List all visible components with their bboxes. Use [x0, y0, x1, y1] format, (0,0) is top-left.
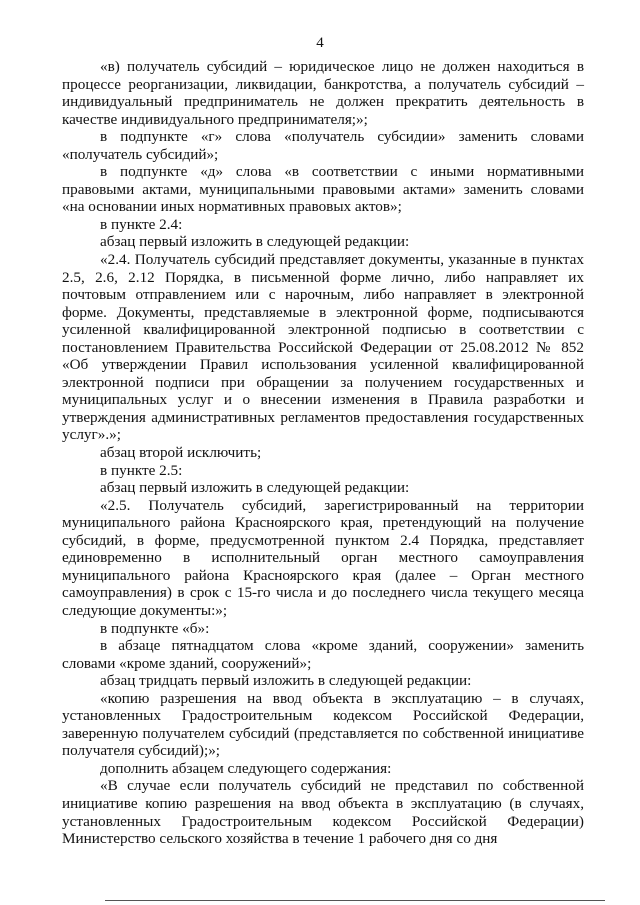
- paragraph: в подпункте «д» слова «в соответствии с иными нормативными правовыми актами, муниципальными правовыми актами» заменить словами «на основании иных нормативных правовых актов»;: [62, 163, 584, 216]
- paragraph: абзац первый изложить в следующей редакции:: [100, 233, 410, 251]
- paragraph: в абзаце пятнадцатом слова «кроме зданий, сооружении» заменить словами «кроме зданий, сооружений»;: [62, 637, 584, 672]
- document-body: [62, 58, 584, 848]
- paragraph: «В случае если получатель субсидий не представил по собственной инициативе копию разрешения на ввод объекта в эксплуатацию (в случаях, установленных Градостроительным кодексом Российской Федерации) Министерство сельского хозяйства в течение 1 рабочего дня со дня: [62, 777, 584, 848]
- paragraph: абзац первый изложить в следующей редакции:: [100, 479, 410, 497]
- paragraph: абзац второй исключить;: [100, 444, 262, 462]
- paragraph: в пункте 2.5:: [100, 461, 183, 479]
- paragraph: «2.5. Получатель субсидий, зарегистрированный на территории муниципального района Красноярского края, претендующий на получение субсидий, в форме, предусмотренной пунктом 2.4 Порядка, представляет единовременно в исполнительный орган местного самоуправления муниципального района Красноярского края (далее – Орган местного самоуправления) в срок с 15-го числа и до последнего числа текущего месяца следующие документы:»;: [62, 496, 584, 619]
- paragraph: «2.4. Получатель субсидий представляет документы, указанные в пунктах 2.5, 2.6, 2.12 Порядка, в письменной форме лично, либо направляет их почтовым отправлением или с нарочным, либо направляет в электронной форме. Документы, представляемые в электронной форме, подписываются усиленной квалифицированной электронной подписью в соответствии с постановлением Правительства Российской Федерации от 25.08.2012 № 852 «Об утверждении Правил использования усиленной квалифицированной электронной подписи при обращении за получением государственных и муниципальных услуг и о внесении изменения в Правила разработки и утверждения административных регламентов предоставления государственных услуг».»;: [62, 251, 584, 444]
- paragraph: абзац тридцать первый изложить в следующей редакции:: [100, 672, 472, 690]
- paragraph: дополнить абзацем следующего содержания:: [100, 759, 392, 777]
- page-bottom-rule: [105, 900, 605, 901]
- paragraph: «копию разрешения на ввод объекта в эксплуатацию – в случаях, установленных Градостроительным кодексом Российской Федерации, заверенную получателем субсидий (представляется по собственной инициативе получателя субсидий);»;: [62, 689, 584, 760]
- paragraph: в подпункте «б»:: [100, 619, 210, 637]
- paragraph: «в) получатель субсидий – юридическое лицо не должен находиться в процессе реорганизации, ликвидации, банкротства, а получатель субсидий – индивидуальный предприниматель не должен прекратить деятельность в качестве индивидуального предпринимателя;»;: [62, 58, 584, 128]
- paragraph: в пункте 2.4:: [100, 215, 183, 233]
- page-number: 4: [316, 35, 324, 51]
- paragraph: в подпункте «г» слова «получатель субсидии» заменить словами «получатель субсидий»;: [62, 128, 584, 163]
